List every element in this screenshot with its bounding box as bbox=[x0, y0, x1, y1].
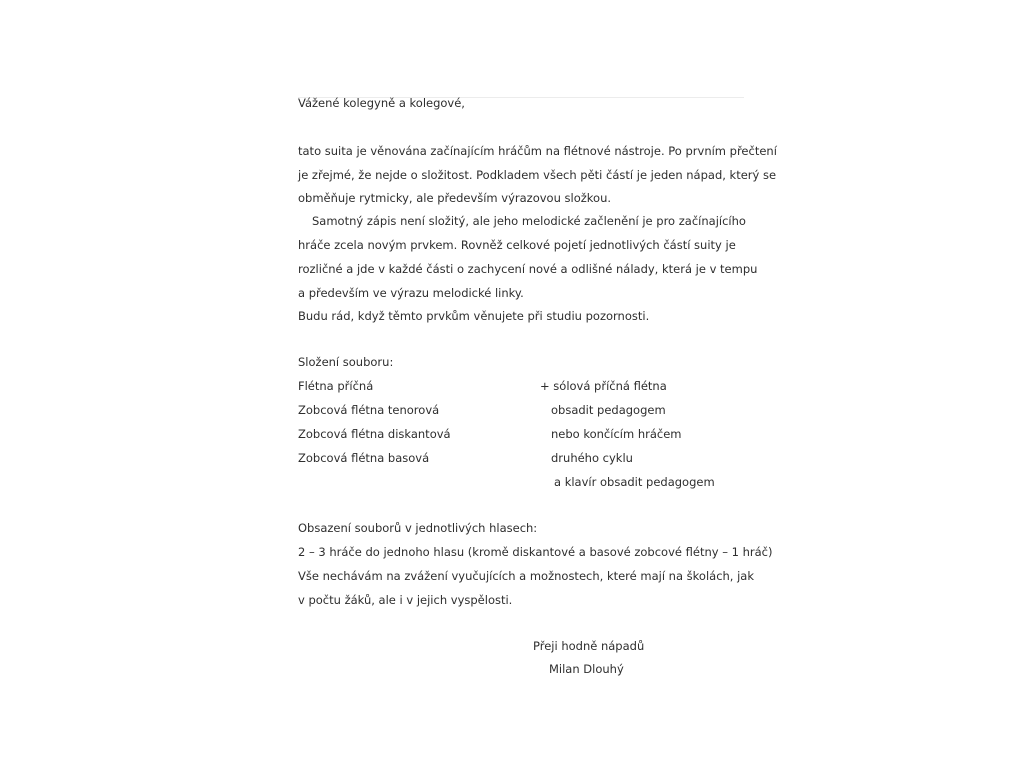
intro-line-3: obměňuje rytmicky, ale především výrazovou složkou. bbox=[298, 191, 612, 205]
instrument-item: Zobcová flétna tenorová bbox=[298, 403, 440, 417]
instrument-item: Flétna příčná bbox=[298, 379, 374, 393]
closing-wish: Přeji hodně nápadů bbox=[533, 639, 645, 653]
intro-line-6: rozličné a jde v každé části o zachycení nové a odlišné nálady, která je v tempu bbox=[298, 262, 758, 276]
ensemble-note: druhého cyklu bbox=[551, 451, 633, 465]
author-signature: Milan Dlouhý bbox=[549, 662, 624, 676]
ensemble-heading: Složení souboru: bbox=[298, 355, 394, 369]
instrument-item: Zobcová flétna diskantová bbox=[298, 427, 451, 441]
intro-line-4: Samotný zápis není složitý, ale jeho melodické začlenění je pro začínajícího bbox=[312, 214, 746, 228]
ensemble-note: a klavír obsadit pedagogem bbox=[554, 475, 715, 489]
staffing-line-1: 2 – 3 hráče do jednoho hlasu (kromě diskantové a basové zobcové flétny – 1 hráč) bbox=[298, 545, 773, 559]
intro-line-2: je zřejmé, že nejde o složitost. Podkladem všech pěti částí je jeden nápad, který se bbox=[298, 168, 777, 182]
staffing-heading: Obsazení souborů v jednotlivých hlasech: bbox=[298, 521, 538, 535]
ensemble-note: + sólová příčná flétna bbox=[540, 379, 667, 393]
intro-line-7: a především ve výrazu melodické linky. bbox=[298, 286, 524, 300]
salutation: Vážené kolegyně a kolegové, bbox=[298, 96, 465, 110]
intro-line-8: Budu rád, když těmto prvkům věnujete při studiu pozornosti. bbox=[298, 309, 650, 323]
ensemble-note: obsadit pedagogem bbox=[551, 403, 666, 417]
staffing-line-2: Vše nechávám na zvážení vyučujících a možnostech, které mají na školách, jak bbox=[298, 569, 755, 583]
intro-line-1: tato suita je věnována začínajícím hráčům na flétnové nástroje. Po prvním přečtení bbox=[298, 144, 777, 158]
instrument-item: Zobcová flétna basová bbox=[298, 451, 430, 465]
ensemble-note: nebo končícím hráčem bbox=[551, 427, 682, 441]
staffing-line-3: v počtu žáků, ale i v jejich vyspělosti. bbox=[298, 593, 513, 607]
intro-line-5: hráče zcela novým prvkem. Rovněž celkové pojetí jednotlivých částí suity je bbox=[298, 238, 736, 252]
